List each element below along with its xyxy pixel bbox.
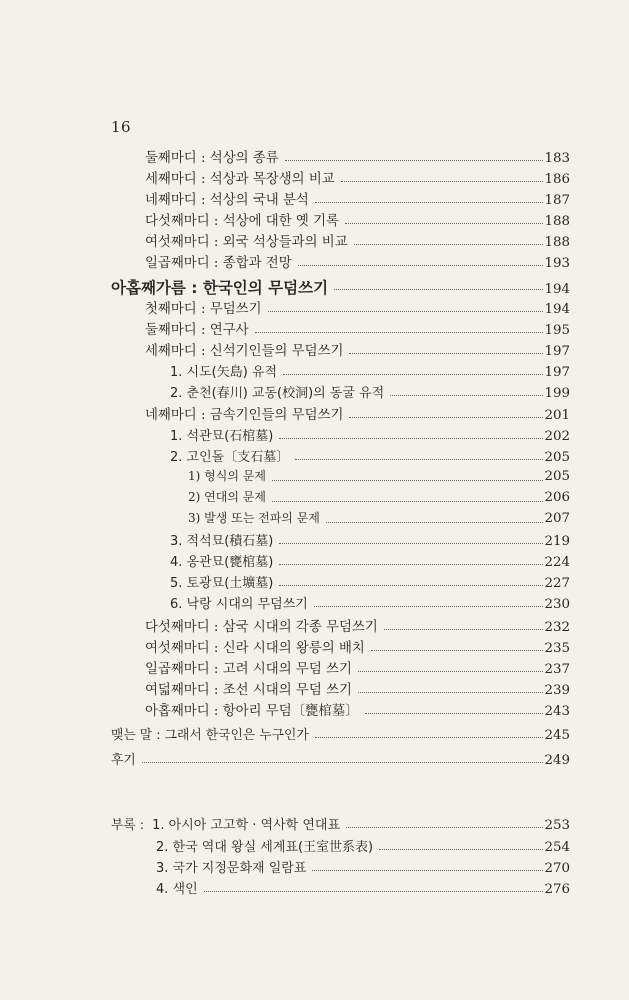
- toc-entry-title: 아홉째가름 : 한국인의 무덤쓰기: [111, 279, 329, 297]
- leader-dots: [142, 762, 544, 763]
- toc-entry: [0, 700, 570, 721]
- leader-dots: [255, 332, 544, 333]
- toc-entry-title: 3. 적석묘(積石墓): [170, 534, 274, 549]
- toc-entry-title: 2. 춘천(春川) 교동(校洞)의 동굴 유적: [170, 386, 385, 401]
- toc-entry: [0, 637, 570, 658]
- toc-entry-title: 네째마디 : 석상의 국내 분석: [145, 193, 309, 208]
- toc-entry-page: 253: [544, 818, 570, 833]
- appendix-entry: [0, 857, 570, 878]
- leader-dots: [272, 480, 544, 481]
- leader-dots: [341, 181, 544, 182]
- leader-dots: [358, 692, 544, 693]
- leader-dots: [326, 522, 544, 523]
- toc-entry-page: 230: [544, 597, 570, 612]
- toc-entry-page: 235: [544, 641, 570, 656]
- toc-entry: [0, 147, 570, 168]
- toc-entry-title: 4. 옹관묘(甕棺墓): [170, 555, 274, 570]
- toc-entry: [0, 319, 570, 340]
- toc-entry-title: 첫째마디 : 무덤쓰기: [145, 302, 262, 317]
- toc-entry: [0, 488, 570, 509]
- toc-entry: [0, 340, 570, 361]
- toc-entry: [0, 749, 570, 770]
- leader-dots: [345, 223, 543, 224]
- toc-entry-title: 여섯째마디 : 신라 시대의 왕릉의 배치: [145, 641, 365, 656]
- leader-dots: [268, 311, 544, 312]
- toc-entry-page: 194: [544, 282, 570, 297]
- leader-dots: [346, 827, 543, 828]
- toc-entry-title: 후기: [111, 753, 136, 768]
- toc-entry-title: 1. 석관묘(石棺墓): [170, 429, 274, 444]
- toc-entry-title: 네째마디 : 금속기인들의 무덤쓰기: [145, 408, 344, 423]
- toc-entry-title: 다섯째마디 : 삼국 시대의 각종 무덤쓰기: [145, 620, 378, 635]
- toc-entry-title: 둘째마디 : 석상의 종류: [145, 151, 279, 166]
- toc-entry: [0, 530, 570, 551]
- leader-dots: [312, 870, 543, 871]
- toc-entry-page: 195: [544, 323, 570, 338]
- leader-dots: [371, 650, 544, 651]
- toc-entry-page: 194: [544, 302, 570, 317]
- appendix-label: 부록 :: [111, 818, 145, 833]
- toc-entry-title: 둘째마디 : 연구사: [145, 323, 249, 338]
- leader-dots: [272, 501, 544, 502]
- appendix-entry: [0, 836, 570, 857]
- toc-entry-title: 일곱째마디 : 고려 시대의 무덤 쓰기: [145, 662, 352, 677]
- toc-entry-title: 2) 연대의 문제: [188, 490, 266, 504]
- toc-entry-title: 맺는 말 : 그래서 한국인은 누구인가: [111, 728, 309, 743]
- leader-dots: [365, 713, 544, 714]
- leader-dots: [390, 395, 543, 396]
- toc-entry-page: 186: [544, 172, 570, 187]
- toc-entry-page: 207: [544, 511, 570, 526]
- toc-entry-title: 세째마디 : 신석기인들의 무덤쓰기: [145, 344, 344, 359]
- toc-entry-page: 199: [544, 386, 570, 401]
- toc-entry-page: 205: [544, 469, 570, 484]
- toc-entry-title: 2. 고인돌〔支石墓〕: [170, 450, 290, 465]
- leader-dots: [295, 459, 543, 460]
- appendix-entry: [0, 878, 570, 899]
- toc-entry-page: 276: [544, 882, 570, 897]
- leader-dots: [379, 849, 543, 850]
- toc-entry: [0, 467, 570, 488]
- toc-entry-title: 3. 국가 지정문화재 일람표: [156, 861, 307, 876]
- toc-entry: [0, 231, 570, 252]
- leader-dots: [315, 737, 544, 738]
- toc-entry-page: 193: [544, 256, 570, 271]
- toc-entry: [0, 616, 570, 637]
- toc-entry: [0, 404, 570, 425]
- leader-dots: [384, 629, 544, 630]
- leader-dots: [349, 417, 543, 418]
- toc-entry: [0, 298, 570, 319]
- leader-dots: [279, 438, 543, 439]
- leader-dots: [358, 671, 544, 672]
- toc-entry-page: 183: [544, 151, 570, 166]
- page-number: 16: [111, 118, 132, 136]
- toc-entry: [0, 724, 570, 745]
- toc-entry-page: 270: [544, 861, 570, 876]
- toc-entry-title: 아홉째마디 : 항아리 무덤〔甕棺墓〕: [145, 704, 359, 719]
- toc-entry-page: 239: [544, 683, 570, 698]
- appendix-entry: [0, 814, 570, 835]
- leader-dots: [354, 244, 544, 245]
- toc-entry-title: 3) 발생 또는 전파의 문제: [188, 511, 320, 525]
- leader-dots: [279, 585, 543, 586]
- toc-entry: [0, 361, 570, 382]
- toc-entry: [0, 382, 570, 403]
- leader-dots: [283, 374, 543, 375]
- toc-entry-page: 197: [544, 365, 570, 380]
- toc-entry-page: 197: [544, 344, 570, 359]
- leader-dots: [204, 891, 544, 892]
- toc-entry: [0, 189, 570, 210]
- leader-dots: [315, 202, 544, 203]
- toc-entry-title: 여덟째마디 : 조선 시대의 무덤 쓰기: [145, 683, 352, 698]
- toc-entry-title: 5. 토광묘(土壙墓): [170, 576, 274, 591]
- toc-entry-page: 243: [544, 704, 570, 719]
- toc-entry-page: 249: [544, 753, 570, 768]
- toc-entry-title: 다섯째마디 : 석상에 대한 옛 기록: [145, 214, 339, 229]
- toc-entry: [0, 446, 570, 467]
- toc-entry: [0, 551, 570, 572]
- toc-entry: [0, 509, 570, 530]
- toc-entry-page: 201: [544, 408, 570, 423]
- toc-entry-page: 254: [544, 840, 570, 855]
- toc-entry-title: 6. 낙랑 시대의 무덤쓰기: [170, 597, 308, 612]
- toc-entry-title: 세째마디 : 석상과 목장생의 비교: [145, 172, 335, 187]
- toc-entry: [0, 168, 570, 189]
- toc-entry-page: 187: [544, 193, 570, 208]
- toc-entry-title: 1. 시도(矢島) 유적: [170, 365, 278, 380]
- toc-entry-page: 206: [544, 490, 570, 505]
- leader-dots: [279, 564, 543, 565]
- toc-entry-page: 227: [544, 576, 570, 591]
- toc-entry: [0, 679, 570, 700]
- toc-entry-page: 188: [544, 235, 570, 250]
- toc-entry-title: 여섯째마디 : 외국 석상들과의 비교: [145, 235, 348, 250]
- toc-chapter-heading: [0, 276, 570, 297]
- toc-entry-title: 1. 아시아 고고학 · 역사학 연대표: [152, 818, 341, 833]
- leader-dots: [279, 543, 543, 544]
- toc-entry-page: 237: [544, 662, 570, 677]
- toc-entry: [0, 425, 570, 446]
- toc-entry: [0, 572, 570, 593]
- toc-entry-page: 245: [544, 728, 570, 743]
- leader-dots: [314, 606, 544, 607]
- toc-entry-page: 205: [544, 450, 570, 465]
- toc-entry-page: 232: [544, 620, 570, 635]
- leader-dots: [298, 265, 544, 266]
- toc-entry-title: 4. 색인: [156, 882, 198, 897]
- leader-dots: [285, 160, 544, 161]
- toc-entry-title: 2. 한국 역대 왕실 세계표(王室世系表): [156, 840, 374, 855]
- toc-entry: [0, 252, 570, 273]
- toc-entry: [0, 593, 570, 614]
- toc-entry-page: 188: [544, 214, 570, 229]
- toc-entry-title: 1) 형식의 문제: [188, 469, 266, 483]
- toc-entry-page: 202: [544, 429, 570, 444]
- leader-dots: [349, 353, 543, 354]
- toc-entry-page: 224: [544, 555, 570, 570]
- leader-dots: [334, 289, 543, 290]
- toc-entry-title: 일곱째마디 : 종합과 전망: [145, 256, 292, 271]
- toc-entry: [0, 658, 570, 679]
- toc-entry: [0, 210, 570, 231]
- toc-entry-page: 219: [544, 534, 570, 549]
